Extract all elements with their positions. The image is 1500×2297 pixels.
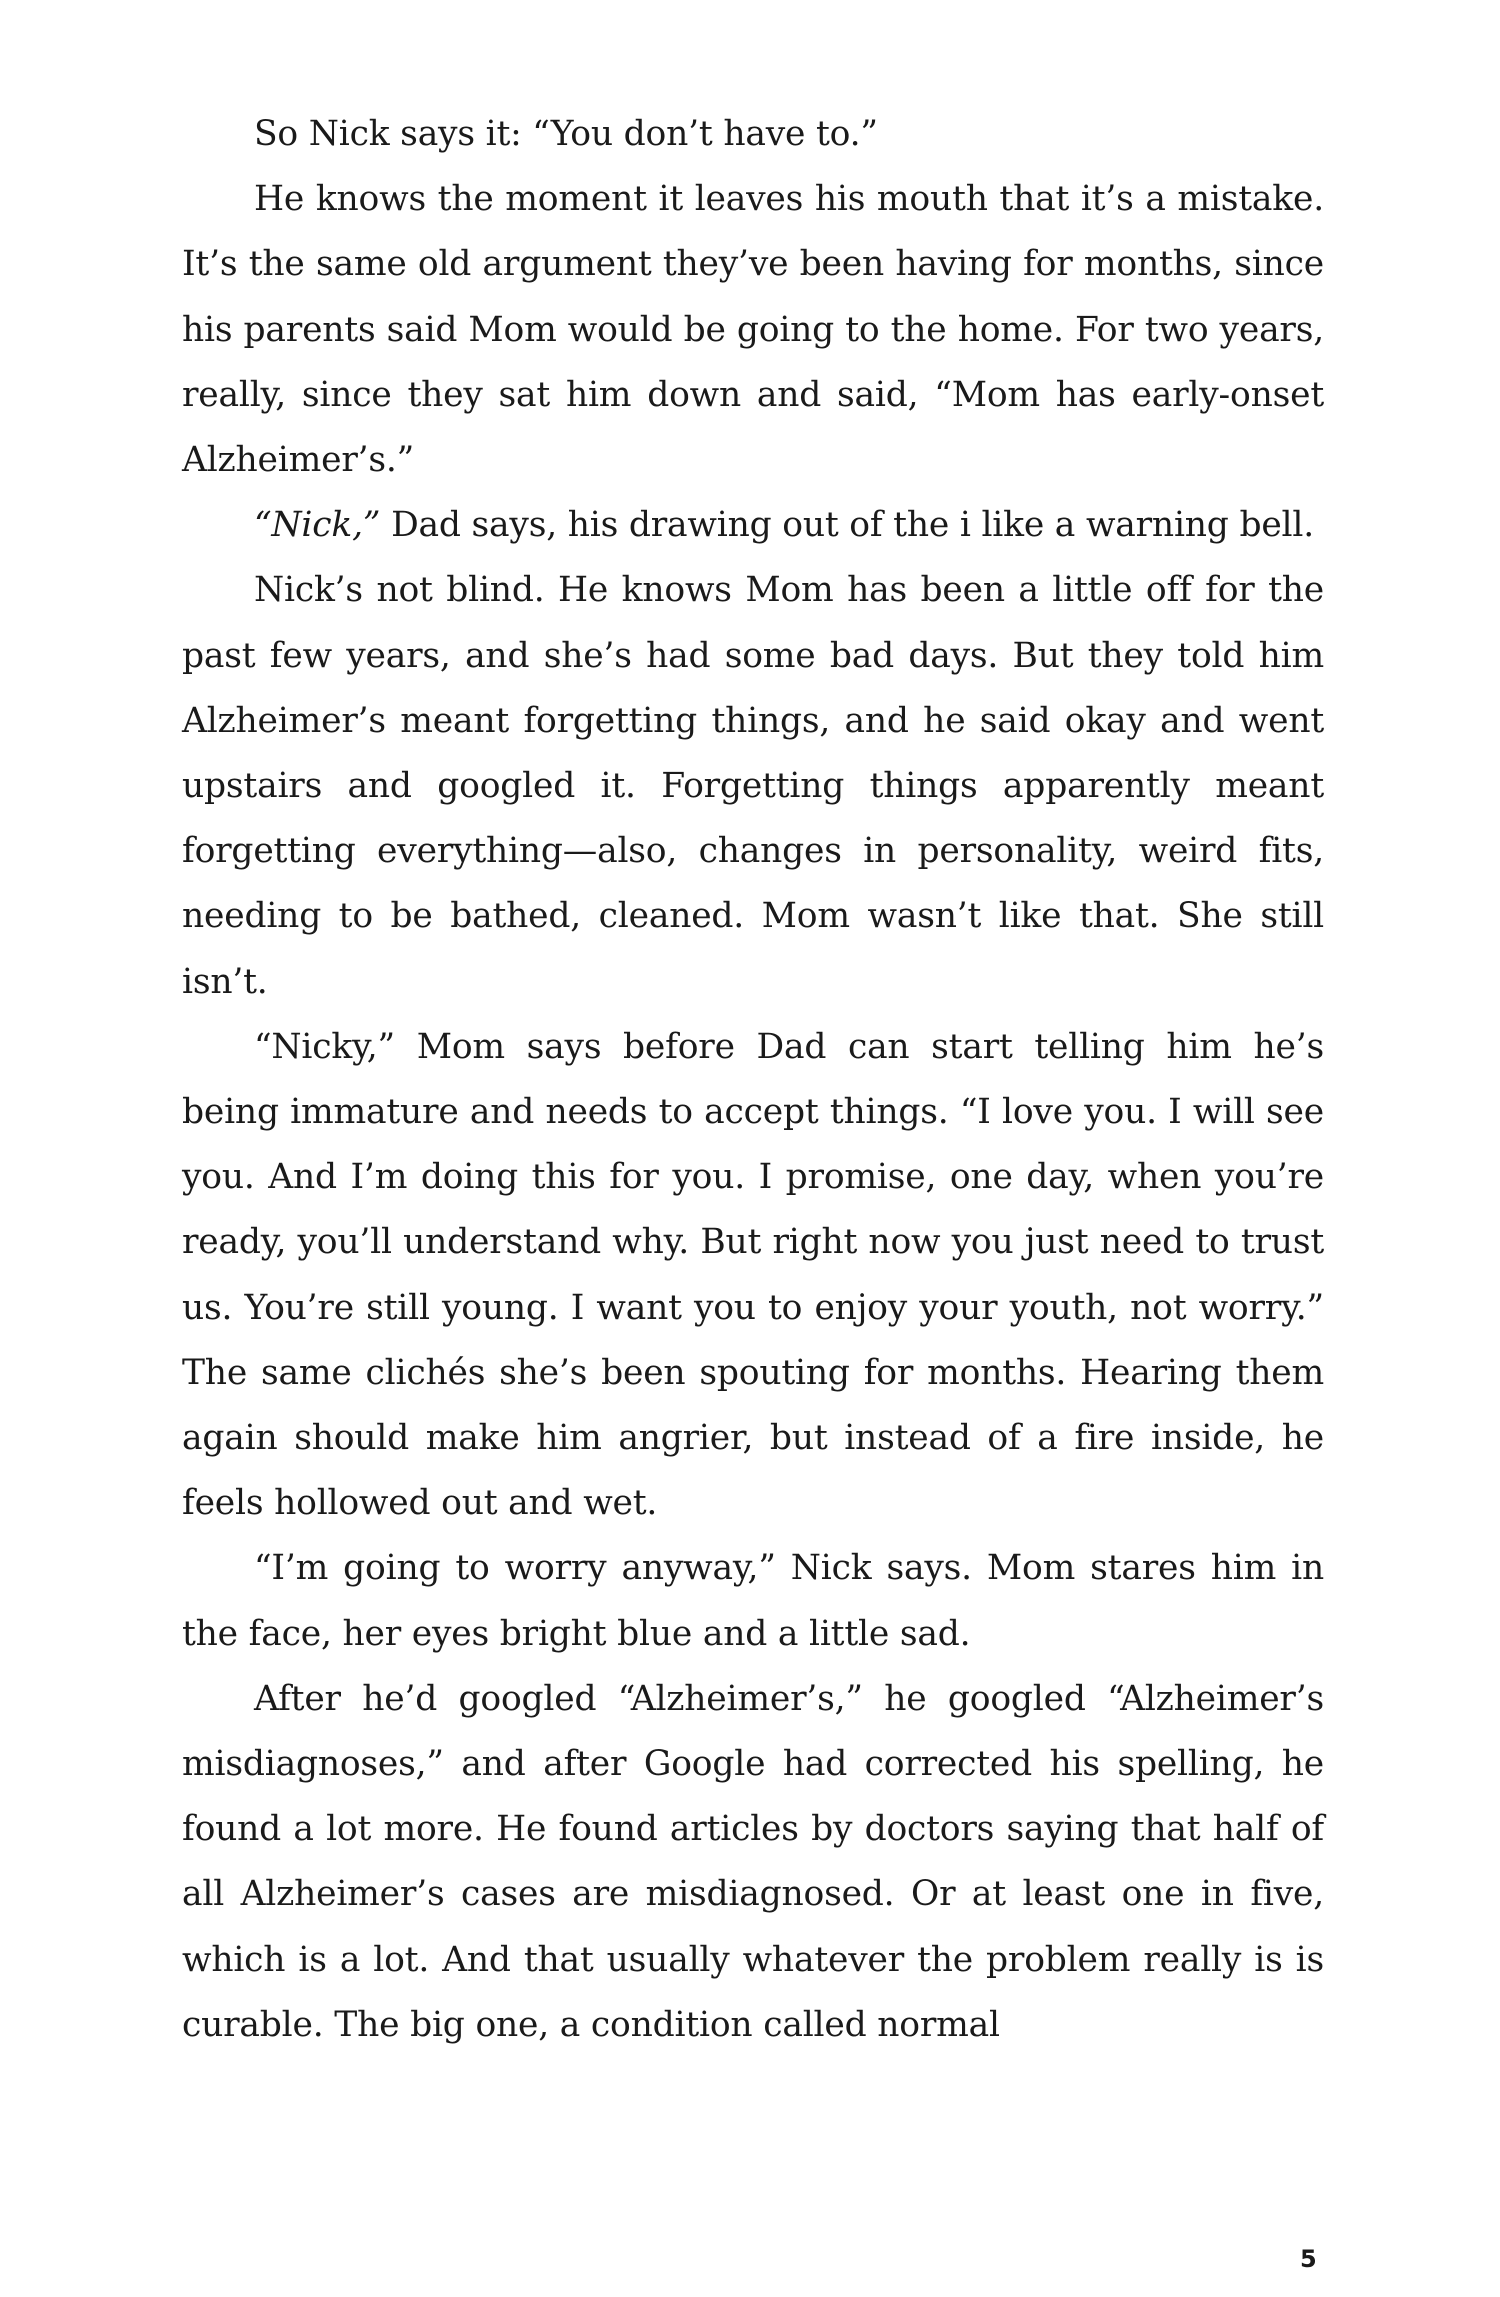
paragraph-6	[182, 1536, 1324, 1666]
paragraph-1-text: So Nick says it: “You don’t have to.”	[254, 114, 878, 154]
paragraph-5-text: “Nicky,” Mom says before Dad can start telling him he’s being immature and needs to accept things. “I love you. I will see you. And I’m doing this for you. I promise, one day, when you’re ready, you’ll understand why. But right now you just need to trust us. You’re still young. I want you to enjoy your youth, not worry.” The same clichés she’s been spouting for months. Hearing them again should make him angrier, but instead of a fire inside, he feels hollowed out and wet.	[182, 1026, 1324, 1524]
paragraph-5	[182, 1015, 1324, 1537]
paragraph-3-text: Dad says, his drawing out of the i like a warning bell.	[380, 505, 1314, 546]
paragraph-7-text: After he’d googled “Alzheimer’s,” he googled “Alzheimer’s misdiagnoses,” and after Google had corrected his spelling, he found a lot more. He found articles by doctors saying that half of all Alzheimer’s cases are misdiagnosed. Or at least one in five, which is a lot. And that usually whatever the problem really is is curable. The big one, a condition called normal	[182, 1678, 1324, 2045]
body-text	[182, 102, 1324, 2058]
paragraph-4	[182, 558, 1324, 1014]
paragraph-6-text: “I’m going to worry anyway,” Nick says. Mom stares him in the face, her eyes bright blue and a little sad.	[182, 1548, 1324, 1654]
paragraph-1	[182, 102, 1324, 167]
page-number: 5	[1300, 2245, 1317, 2273]
paragraph-2-text: He knows the moment it leaves his mouth that it’s a mistake. It’s the same old argument they’ve been having for months, since his parents said Mom would be going to the home. For two years, really, since they sat him down and said, “Mom has early-onset Alzheimer’s.”	[182, 179, 1324, 481]
paragraph-4-text: Nick’s not blind. He knows Mom has been a little off for the past few years, and she’s had some bad days. But they told him Alzheimer’s meant forgetting things, and he said okay and went upstairs and googled it. Forgetting things apparently meant forgetting everything—also, changes in personality, weird fits, needing to be bathed, cleaned. Mom wasn’t like that. She still isn’t.	[182, 570, 1324, 1002]
paragraph-7	[182, 1667, 1324, 2058]
paragraph-3-italic: “Nick,”	[254, 505, 381, 546]
paragraph-3	[182, 493, 1324, 558]
paragraph-2	[182, 167, 1324, 493]
